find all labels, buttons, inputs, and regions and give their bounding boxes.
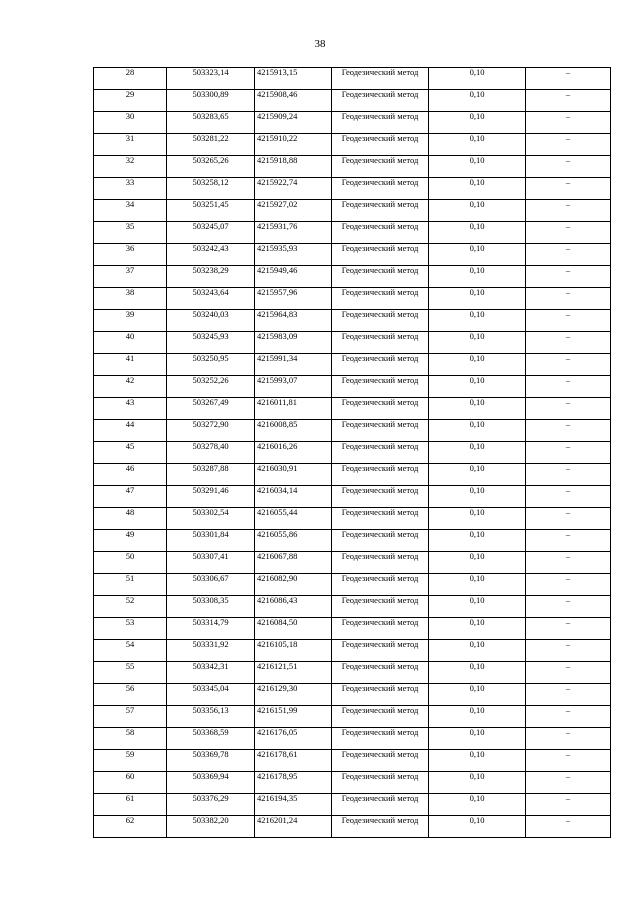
point-number-cell: 60: [94, 772, 167, 794]
point-number-cell: 29: [94, 90, 167, 112]
method-cell: Геодезический метод: [332, 552, 429, 574]
note-cell: –: [526, 772, 611, 794]
note-cell: –: [526, 508, 611, 530]
method-cell: Геодезический метод: [332, 464, 429, 486]
y-coordinate-cell: 4215964,83: [255, 310, 332, 332]
note-cell: –: [526, 552, 611, 574]
method-cell: Геодезический метод: [332, 244, 429, 266]
note-cell: –: [526, 618, 611, 640]
x-coordinate-cell: 503267,49: [167, 398, 255, 420]
accuracy-cell: 0,10: [429, 90, 526, 112]
table-row: [94, 596, 611, 618]
point-number-cell: 48: [94, 508, 167, 530]
accuracy-cell: 0,10: [429, 750, 526, 772]
y-coordinate-cell: 4216082,90: [255, 574, 332, 596]
note-cell: –: [526, 376, 611, 398]
table-row: [94, 200, 611, 222]
x-coordinate-cell: 503345,04: [167, 684, 255, 706]
x-coordinate-cell: 503342,31: [167, 662, 255, 684]
page-number: 38: [314, 38, 326, 50]
table-row: [94, 618, 611, 640]
y-coordinate-cell: 4215991,34: [255, 354, 332, 376]
point-number-cell: 32: [94, 156, 167, 178]
y-coordinate-cell: 4215931,76: [255, 222, 332, 244]
y-coordinate-cell: 4215913,15: [255, 68, 332, 90]
y-coordinate-cell: 4216067,88: [255, 552, 332, 574]
point-number-cell: 57: [94, 706, 167, 728]
y-coordinate-cell: 4215910,22: [255, 134, 332, 156]
table-row: [94, 552, 611, 574]
note-cell: –: [526, 486, 611, 508]
accuracy-cell: 0,10: [429, 486, 526, 508]
accuracy-cell: 0,10: [429, 288, 526, 310]
note-cell: –: [526, 530, 611, 552]
y-coordinate-cell: 4216034,14: [255, 486, 332, 508]
table-row: [94, 574, 611, 596]
y-coordinate-cell: 4215983,09: [255, 332, 332, 354]
table-row: [94, 728, 611, 750]
y-coordinate-cell: 4216008,85: [255, 420, 332, 442]
accuracy-cell: 0,10: [429, 134, 526, 156]
x-coordinate-cell: 503243,64: [167, 288, 255, 310]
point-number-cell: 59: [94, 750, 167, 772]
y-coordinate-cell: 4216176,05: [255, 728, 332, 750]
accuracy-cell: 0,10: [429, 728, 526, 750]
note-cell: –: [526, 596, 611, 618]
x-coordinate-cell: 503356,13: [167, 706, 255, 728]
x-coordinate-cell: 503323,14: [167, 68, 255, 90]
x-coordinate-cell: 503242,43: [167, 244, 255, 266]
note-cell: –: [526, 794, 611, 816]
note-cell: –: [526, 420, 611, 442]
y-coordinate-cell: 4215922,74: [255, 178, 332, 200]
accuracy-cell: 0,10: [429, 508, 526, 530]
x-coordinate-cell: 503238,29: [167, 266, 255, 288]
point-number-cell: 43: [94, 398, 167, 420]
x-coordinate-cell: 503291,46: [167, 486, 255, 508]
accuracy-cell: 0,10: [429, 310, 526, 332]
point-number-cell: 53: [94, 618, 167, 640]
y-coordinate-cell: 4215918,88: [255, 156, 332, 178]
method-cell: Геодезический метод: [332, 134, 429, 156]
accuracy-cell: 0,10: [429, 156, 526, 178]
accuracy-cell: 0,10: [429, 794, 526, 816]
accuracy-cell: 0,10: [429, 772, 526, 794]
y-coordinate-cell: 4215935,93: [255, 244, 332, 266]
x-coordinate-cell: 503281,22: [167, 134, 255, 156]
method-cell: Геодезический метод: [332, 222, 429, 244]
note-cell: –: [526, 68, 611, 90]
note-cell: –: [526, 816, 611, 838]
y-coordinate-cell: 4216201,24: [255, 816, 332, 838]
table-row: [94, 442, 611, 464]
accuracy-cell: 0,10: [429, 398, 526, 420]
method-cell: Геодезический метод: [332, 310, 429, 332]
method-cell: Геодезический метод: [332, 200, 429, 222]
y-coordinate-cell: 4215993,07: [255, 376, 332, 398]
method-cell: Геодезический метод: [332, 596, 429, 618]
method-cell: Геодезический метод: [332, 706, 429, 728]
method-cell: Геодезический метод: [332, 90, 429, 112]
x-coordinate-cell: 503301,84: [167, 530, 255, 552]
table-row: [94, 134, 611, 156]
note-cell: –: [526, 662, 611, 684]
point-number-cell: 51: [94, 574, 167, 596]
accuracy-cell: 0,10: [429, 68, 526, 90]
note-cell: –: [526, 112, 611, 134]
point-number-cell: 34: [94, 200, 167, 222]
point-number-cell: 31: [94, 134, 167, 156]
method-cell: Геодезический метод: [332, 684, 429, 706]
note-cell: –: [526, 156, 611, 178]
x-coordinate-cell: 503283,65: [167, 112, 255, 134]
note-cell: –: [526, 574, 611, 596]
accuracy-cell: 0,10: [429, 618, 526, 640]
table-row: [94, 420, 611, 442]
accuracy-cell: 0,10: [429, 662, 526, 684]
table-row: [94, 750, 611, 772]
accuracy-cell: 0,10: [429, 420, 526, 442]
x-coordinate-cell: 503251,45: [167, 200, 255, 222]
y-coordinate-cell: 4216055,86: [255, 530, 332, 552]
y-coordinate-cell: 4215949,46: [255, 266, 332, 288]
table-row: [94, 816, 611, 838]
x-coordinate-cell: 503300,89: [167, 90, 255, 112]
note-cell: –: [526, 750, 611, 772]
x-coordinate-cell: 503287,88: [167, 464, 255, 486]
table-row: [94, 508, 611, 530]
note-cell: –: [526, 640, 611, 662]
accuracy-cell: 0,10: [429, 552, 526, 574]
method-cell: Геодезический метод: [332, 794, 429, 816]
method-cell: Геодезический метод: [332, 816, 429, 838]
table-row: [94, 486, 611, 508]
note-cell: –: [526, 398, 611, 420]
accuracy-cell: 0,10: [429, 222, 526, 244]
point-number-cell: 30: [94, 112, 167, 134]
y-coordinate-cell: 4216178,61: [255, 750, 332, 772]
point-number-cell: 38: [94, 288, 167, 310]
point-number-cell: 45: [94, 442, 167, 464]
y-coordinate-cell: 4215909,24: [255, 112, 332, 134]
x-coordinate-cell: 503278,40: [167, 442, 255, 464]
method-cell: Геодезический метод: [332, 420, 429, 442]
method-cell: Геодезический метод: [332, 750, 429, 772]
note-cell: –: [526, 244, 611, 266]
accuracy-cell: 0,10: [429, 684, 526, 706]
table-row: [94, 640, 611, 662]
table-row: [94, 266, 611, 288]
point-number-cell: 50: [94, 552, 167, 574]
method-cell: Геодезический метод: [332, 574, 429, 596]
point-number-cell: 39: [94, 310, 167, 332]
accuracy-cell: 0,10: [429, 530, 526, 552]
table-row: [94, 706, 611, 728]
accuracy-cell: 0,10: [429, 442, 526, 464]
table-body: [94, 68, 611, 838]
accuracy-cell: 0,10: [429, 376, 526, 398]
note-cell: –: [526, 464, 611, 486]
note-cell: –: [526, 266, 611, 288]
y-coordinate-cell: 4216129,30: [255, 684, 332, 706]
method-cell: Геодезический метод: [332, 156, 429, 178]
point-number-cell: 56: [94, 684, 167, 706]
point-number-cell: 35: [94, 222, 167, 244]
y-coordinate-cell: 4216178,95: [255, 772, 332, 794]
y-coordinate-cell: 4215908,46: [255, 90, 332, 112]
x-coordinate-cell: 503252,26: [167, 376, 255, 398]
method-cell: Геодезический метод: [332, 112, 429, 134]
note-cell: –: [526, 442, 611, 464]
point-number-cell: 49: [94, 530, 167, 552]
x-coordinate-cell: 503302,54: [167, 508, 255, 530]
table-row: [94, 68, 611, 90]
x-coordinate-cell: 503250,95: [167, 354, 255, 376]
accuracy-cell: 0,10: [429, 244, 526, 266]
note-cell: –: [526, 200, 611, 222]
method-cell: Геодезический метод: [332, 68, 429, 90]
x-coordinate-cell: 503265,26: [167, 156, 255, 178]
y-coordinate-cell: 4215927,02: [255, 200, 332, 222]
note-cell: –: [526, 134, 611, 156]
y-coordinate-cell: 4216011,81: [255, 398, 332, 420]
table-row: [94, 794, 611, 816]
point-number-cell: 42: [94, 376, 167, 398]
table-row: [94, 376, 611, 398]
accuracy-cell: 0,10: [429, 112, 526, 134]
x-coordinate-cell: 503308,35: [167, 596, 255, 618]
point-number-cell: 40: [94, 332, 167, 354]
table-row: [94, 156, 611, 178]
point-number-cell: 62: [94, 816, 167, 838]
accuracy-cell: 0,10: [429, 200, 526, 222]
x-coordinate-cell: 503240,03: [167, 310, 255, 332]
x-coordinate-cell: 503369,94: [167, 772, 255, 794]
note-cell: –: [526, 90, 611, 112]
table-row: [94, 464, 611, 486]
accuracy-cell: 0,10: [429, 574, 526, 596]
y-coordinate-cell: 4216151,99: [255, 706, 332, 728]
method-cell: Геодезический метод: [332, 354, 429, 376]
point-number-cell: 54: [94, 640, 167, 662]
table-row: [94, 288, 611, 310]
point-number-cell: 47: [94, 486, 167, 508]
x-coordinate-cell: 503314,79: [167, 618, 255, 640]
method-cell: Геодезический метод: [332, 266, 429, 288]
x-coordinate-cell: 503307,41: [167, 552, 255, 574]
method-cell: Геодезический метод: [332, 288, 429, 310]
y-coordinate-cell: 4216084,50: [255, 618, 332, 640]
y-coordinate-cell: 4216055,44: [255, 508, 332, 530]
y-coordinate-cell: 4216121,51: [255, 662, 332, 684]
method-cell: Геодезический метод: [332, 376, 429, 398]
x-coordinate-cell: 503368,59: [167, 728, 255, 750]
note-cell: –: [526, 332, 611, 354]
point-number-cell: 52: [94, 596, 167, 618]
method-cell: Геодезический метод: [332, 728, 429, 750]
x-coordinate-cell: 503306,67: [167, 574, 255, 596]
method-cell: Геодезический метод: [332, 178, 429, 200]
x-coordinate-cell: 503369,78: [167, 750, 255, 772]
x-coordinate-cell: 503331,92: [167, 640, 255, 662]
y-coordinate-cell: 4216086,43: [255, 596, 332, 618]
table-row: [94, 112, 611, 134]
x-coordinate-cell: 503258,12: [167, 178, 255, 200]
method-cell: Геодезический метод: [332, 772, 429, 794]
x-coordinate-cell: 503245,93: [167, 332, 255, 354]
note-cell: –: [526, 354, 611, 376]
point-number-cell: 37: [94, 266, 167, 288]
point-number-cell: 58: [94, 728, 167, 750]
table-row: [94, 772, 611, 794]
point-number-cell: 55: [94, 662, 167, 684]
point-number-cell: 61: [94, 794, 167, 816]
point-number-cell: 44: [94, 420, 167, 442]
table-row: [94, 178, 611, 200]
coordinates-table: [93, 67, 611, 838]
method-cell: Геодезический метод: [332, 662, 429, 684]
table-row: [94, 354, 611, 376]
point-number-cell: 28: [94, 68, 167, 90]
accuracy-cell: 0,10: [429, 178, 526, 200]
method-cell: Геодезический метод: [332, 398, 429, 420]
table-row: [94, 222, 611, 244]
table-row: [94, 332, 611, 354]
point-number-cell: 33: [94, 178, 167, 200]
table-row: [94, 684, 611, 706]
y-coordinate-cell: 4216016,26: [255, 442, 332, 464]
note-cell: –: [526, 222, 611, 244]
x-coordinate-cell: 503245,07: [167, 222, 255, 244]
table-row: [94, 244, 611, 266]
method-cell: Геодезический метод: [332, 332, 429, 354]
accuracy-cell: 0,10: [429, 332, 526, 354]
accuracy-cell: 0,10: [429, 640, 526, 662]
table-row: [94, 90, 611, 112]
x-coordinate-cell: 503376,29: [167, 794, 255, 816]
method-cell: Геодезический метод: [332, 486, 429, 508]
point-number-cell: 46: [94, 464, 167, 486]
table-row: [94, 398, 611, 420]
accuracy-cell: 0,10: [429, 596, 526, 618]
note-cell: –: [526, 288, 611, 310]
point-number-cell: 41: [94, 354, 167, 376]
note-cell: –: [526, 684, 611, 706]
table-row: [94, 662, 611, 684]
accuracy-cell: 0,10: [429, 464, 526, 486]
table-row: [94, 530, 611, 552]
accuracy-cell: 0,10: [429, 266, 526, 288]
accuracy-cell: 0,10: [429, 816, 526, 838]
method-cell: Геодезический метод: [332, 442, 429, 464]
y-coordinate-cell: 4216105,18: [255, 640, 332, 662]
note-cell: –: [526, 728, 611, 750]
method-cell: Геодезический метод: [332, 508, 429, 530]
note-cell: –: [526, 706, 611, 728]
x-coordinate-cell: 503382,20: [167, 816, 255, 838]
accuracy-cell: 0,10: [429, 354, 526, 376]
x-coordinate-cell: 503272,90: [167, 420, 255, 442]
accuracy-cell: 0,10: [429, 706, 526, 728]
y-coordinate-cell: 4216030,91: [255, 464, 332, 486]
method-cell: Геодезический метод: [332, 530, 429, 552]
y-coordinate-cell: 4216194,35: [255, 794, 332, 816]
note-cell: –: [526, 310, 611, 332]
table-row: [94, 310, 611, 332]
point-number-cell: 36: [94, 244, 167, 266]
method-cell: Геодезический метод: [332, 618, 429, 640]
y-coordinate-cell: 4215957,96: [255, 288, 332, 310]
method-cell: Геодезический метод: [332, 640, 429, 662]
note-cell: –: [526, 178, 611, 200]
